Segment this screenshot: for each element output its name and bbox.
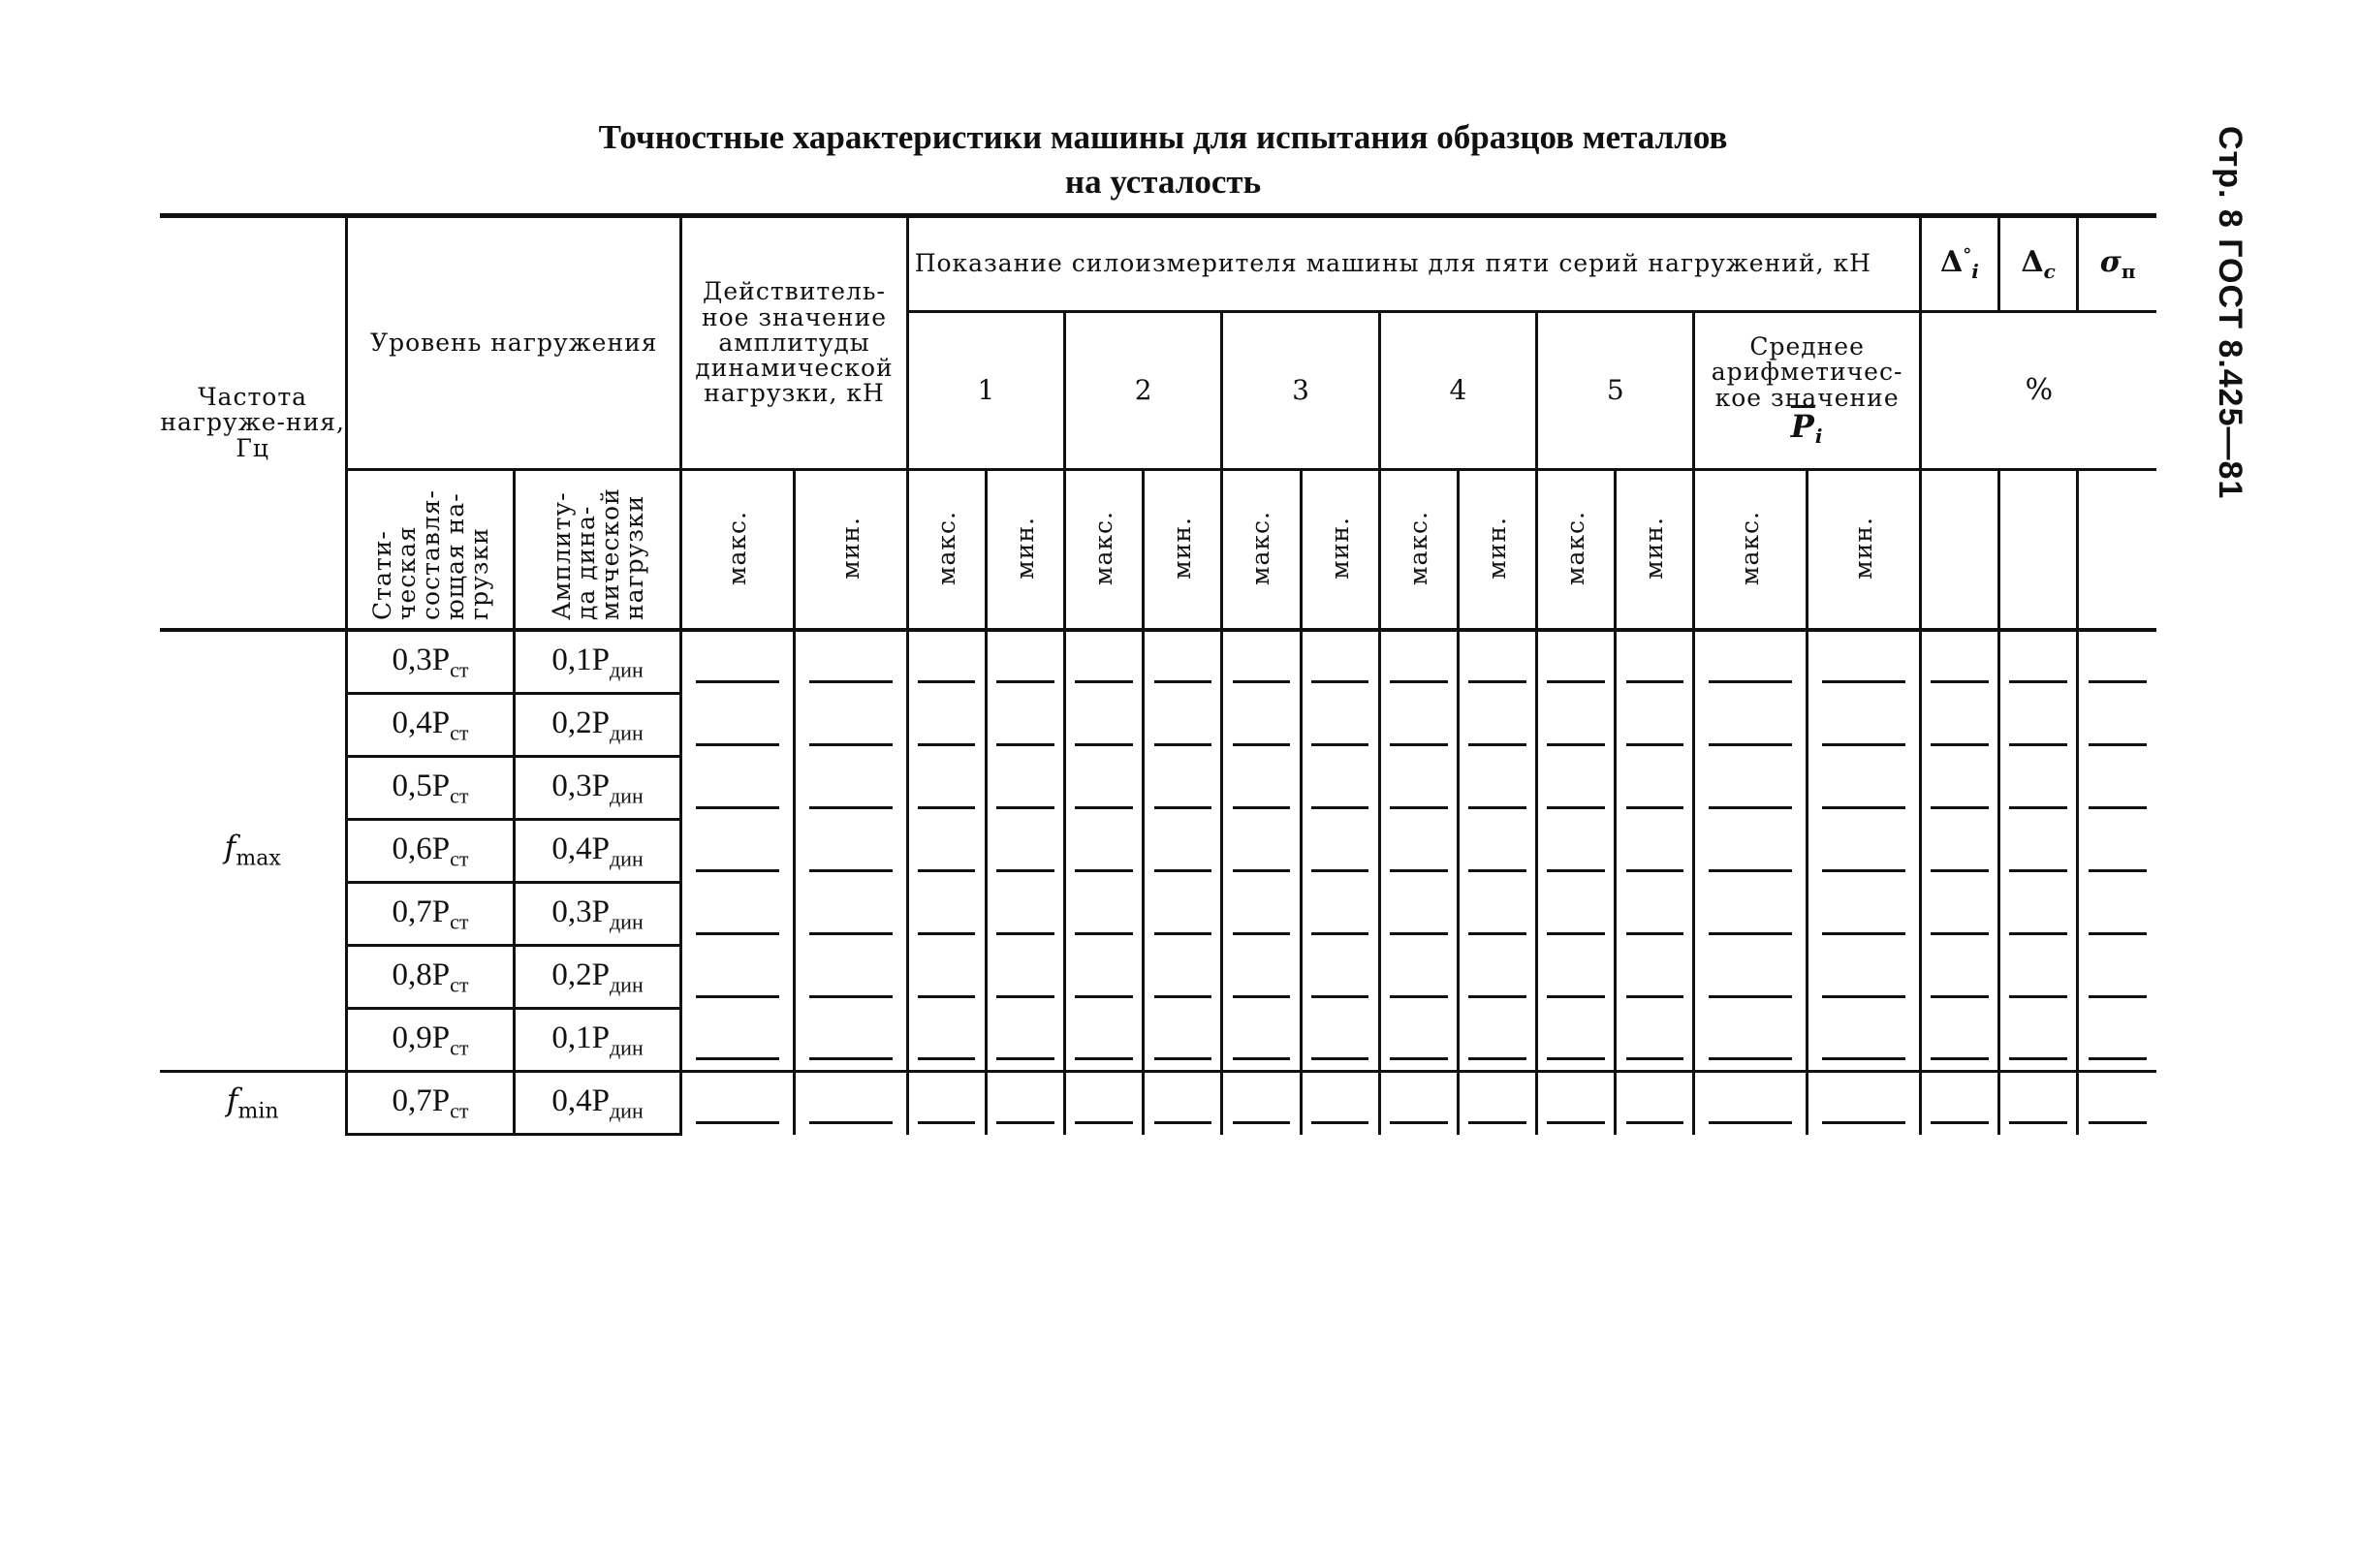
empty-cell [907, 757, 986, 820]
empty-cell [1222, 820, 1301, 883]
table-row [160, 946, 2156, 1009]
empty-cell [795, 1072, 908, 1135]
empty-cell [795, 883, 908, 946]
empty-cell [1458, 757, 1536, 820]
empty-cell [1694, 694, 1808, 757]
header-s2-max: макс. [1065, 470, 1144, 631]
header-s5-max: макс. [1537, 470, 1616, 631]
table-row [160, 630, 2156, 694]
header-readings: Показание силоизмерителя машины для пяти серий нагружений, кН [907, 216, 1920, 312]
empty-cell [1222, 883, 1301, 946]
empty-cell [1379, 946, 1458, 1009]
page-side-label [2202, 126, 2250, 552]
static-load-level: $0,7P_{ст}$ [347, 1072, 515, 1135]
empty-cell [1379, 883, 1458, 946]
empty-cell [2078, 630, 2156, 694]
empty-cell [1808, 1009, 1921, 1072]
empty-cell [1458, 1009, 1536, 1072]
empty-cell [1808, 694, 1921, 757]
empty-cell [681, 1009, 795, 1072]
empty-cell [795, 757, 908, 820]
empty-cell [907, 1009, 986, 1072]
empty-cell [1379, 820, 1458, 883]
header-delta-i-cell [1920, 470, 1998, 631]
empty-cell [1694, 883, 1808, 946]
table-body [160, 630, 2156, 1135]
static-load-level: $0,4P_{ст}$ [347, 694, 515, 757]
empty-cell [1998, 1072, 2077, 1135]
empty-cell [1694, 630, 1808, 694]
empty-cell [1808, 757, 1921, 820]
empty-cell [1144, 694, 1222, 757]
empty-cell [1808, 946, 1921, 1009]
header-s2-min: мин. [1144, 470, 1222, 631]
empty-cell [2078, 757, 2156, 820]
empty-cell [681, 1072, 795, 1135]
empty-cell [1694, 1009, 1808, 1072]
empty-cell [1458, 1072, 1536, 1135]
empty-cell [1694, 757, 1808, 820]
header-s4-max: макс. [1379, 470, 1458, 631]
static-load-level: $0,5P_{ст}$ [347, 757, 515, 820]
empty-cell [986, 946, 1064, 1009]
static-load-level: $0,6P_{ст}$ [347, 820, 515, 883]
empty-cell [2078, 694, 2156, 757]
empty-cell [2078, 883, 2156, 946]
dynamic-load-level: $0,3P_{дин}$ [514, 757, 681, 820]
empty-cell [907, 694, 986, 757]
empty-cell [1222, 1009, 1301, 1072]
header-mean: Среднее арифметичес-кое значение $\overline{P}_i$ [1694, 312, 1920, 470]
empty-cell [1808, 630, 1921, 694]
static-load-level: $0,8P_{ст}$ [347, 946, 515, 1009]
header-sigma: $\sigma_п$ [2078, 216, 2156, 312]
header-series-2: 2 [1065, 312, 1222, 470]
empty-cell [1616, 1009, 1694, 1072]
header-static-component: Стати-ческая составля-ющая на-грузки [347, 470, 515, 631]
page-side-label-text: Стр. 8 ГОСТ 8.425—81 [2212, 126, 2248, 500]
empty-cell [1616, 946, 1694, 1009]
empty-cell [1998, 1009, 2077, 1072]
empty-cell [795, 820, 908, 883]
empty-cell [1920, 946, 1998, 1009]
empty-cell [1458, 820, 1536, 883]
empty-cell [907, 630, 986, 694]
empty-cell [1065, 946, 1144, 1009]
empty-cell [907, 883, 986, 946]
empty-cell [1065, 1009, 1144, 1072]
empty-cell [681, 630, 795, 694]
header-s3-max: макс. [1222, 470, 1301, 631]
empty-cell [1998, 757, 2077, 820]
empty-cell [1144, 946, 1222, 1009]
table-row [160, 694, 2156, 757]
empty-cell [1537, 820, 1616, 883]
empty-cell [986, 883, 1064, 946]
empty-cell [1616, 757, 1694, 820]
empty-cell [1144, 1009, 1222, 1072]
header-delta-c-cell [1998, 470, 2077, 631]
empty-cell [1998, 694, 2077, 757]
empty-cell [1920, 630, 1998, 694]
empty-cell [1144, 1072, 1222, 1135]
empty-cell [1065, 630, 1144, 694]
empty-cell [1301, 757, 1379, 820]
empty-cell [1458, 946, 1536, 1009]
header-actual-value: Действитель-ное значение амплитуды динамической нагрузки, кН [681, 216, 907, 470]
empty-cell [1144, 883, 1222, 946]
empty-cell [1222, 630, 1301, 694]
empty-cell [1065, 883, 1144, 946]
frequency-cell: $f_{max}$ [224, 829, 281, 871]
empty-cell [1301, 630, 1379, 694]
empty-cell [907, 946, 986, 1009]
dynamic-load-level: $0,1P_{дин}$ [514, 630, 681, 694]
empty-cell [1379, 757, 1458, 820]
empty-cell [1694, 1072, 1808, 1135]
empty-cell [986, 1009, 1064, 1072]
empty-cell [795, 630, 908, 694]
dynamic-load-level: $0,1P_{дин}$ [514, 1009, 681, 1072]
empty-cell [1537, 757, 1616, 820]
dynamic-load-level: $0,3P_{дин}$ [514, 883, 681, 946]
empty-cell [1998, 630, 2077, 694]
empty-cell [1065, 757, 1144, 820]
empty-cell [795, 694, 908, 757]
empty-cell [681, 694, 795, 757]
header-dynamic-amplitude: Амплиту-да дина-мической нагрузки [514, 470, 681, 631]
empty-cell [2078, 820, 2156, 883]
header-s3-min: мин. [1301, 470, 1379, 631]
empty-cell [681, 883, 795, 946]
empty-cell [1537, 883, 1616, 946]
empty-cell [681, 946, 795, 1009]
page-title-line2: на усталость [1064, 163, 1262, 201]
page-title: Точностные характеристики машины для испытания образцов металлов [598, 118, 1728, 156]
empty-cell [1458, 630, 1536, 694]
empty-cell [1694, 946, 1808, 1009]
empty-cell [1065, 1072, 1144, 1135]
accuracy-table [160, 213, 2156, 1136]
empty-cell [1144, 630, 1222, 694]
empty-cell [1920, 1072, 1998, 1135]
header-load-level: Уровень нагружения [347, 216, 681, 470]
header-actual-max: макс. [681, 470, 795, 631]
header-series-3: 3 [1222, 312, 1379, 470]
empty-cell [681, 820, 795, 883]
empty-cell [986, 757, 1064, 820]
header-mean-max: макс. [1694, 470, 1808, 631]
empty-cell [907, 820, 986, 883]
empty-cell [1998, 820, 2077, 883]
empty-cell [1808, 1072, 1921, 1135]
empty-cell [1616, 820, 1694, 883]
header-delta-c: $\Delta_c$ [1998, 216, 2077, 312]
empty-cell [1920, 883, 1998, 946]
empty-cell [1301, 946, 1379, 1009]
frequency-cell: $f_{min}$ [226, 1082, 279, 1124]
empty-cell [1537, 1072, 1616, 1135]
empty-cell [1998, 946, 2077, 1009]
header-actual-min: мин. [795, 470, 908, 631]
empty-cell [1694, 820, 1808, 883]
empty-cell [1379, 694, 1458, 757]
empty-cell [795, 946, 908, 1009]
empty-cell [1616, 694, 1694, 757]
empty-cell [1301, 694, 1379, 757]
empty-cell [1301, 820, 1379, 883]
empty-cell [1537, 946, 1616, 1009]
empty-cell [1301, 1009, 1379, 1072]
dynamic-load-level: $0,2P_{дин}$ [514, 946, 681, 1009]
empty-cell [1998, 883, 2077, 946]
empty-cell [795, 1009, 908, 1072]
header-percent: % [1920, 312, 2156, 470]
table-row [160, 757, 2156, 820]
empty-cell [907, 1072, 986, 1135]
empty-cell [1222, 757, 1301, 820]
dynamic-load-level: $0,4P_{дин}$ [514, 1072, 681, 1135]
empty-cell [1616, 630, 1694, 694]
header-series-4: 4 [1379, 312, 1536, 470]
empty-cell [2078, 946, 2156, 1009]
table-row [160, 883, 2156, 946]
empty-cell [1222, 694, 1301, 757]
empty-cell [1458, 694, 1536, 757]
empty-cell [1222, 946, 1301, 1009]
empty-cell [986, 694, 1064, 757]
empty-cell [1537, 630, 1616, 694]
header-frequency: Частота нагруже-ния, Гц [160, 216, 347, 631]
header-series-5: 5 [1537, 312, 1694, 470]
empty-cell [2078, 1009, 2156, 1072]
empty-cell [986, 820, 1064, 883]
empty-cell [2078, 1072, 2156, 1135]
empty-cell [1379, 1072, 1458, 1135]
empty-cell [1222, 1072, 1301, 1135]
empty-cell [1808, 820, 1921, 883]
empty-cell [1920, 757, 1998, 820]
header-s1-max: макс. [907, 470, 986, 631]
static-load-level: $0,9P_{ст}$ [347, 1009, 515, 1072]
empty-cell [1920, 820, 1998, 883]
empty-cell [986, 1072, 1064, 1135]
empty-cell [1920, 1009, 1998, 1072]
empty-cell [1301, 1072, 1379, 1135]
table-row [160, 1009, 2156, 1072]
empty-cell [1065, 820, 1144, 883]
table-row [160, 1072, 2156, 1135]
empty-cell [1537, 1009, 1616, 1072]
header-s5-min: мин. [1616, 470, 1694, 631]
table-row [160, 820, 2156, 883]
empty-cell [1379, 1009, 1458, 1072]
empty-cell [1537, 694, 1616, 757]
header-mean-min: мин. [1808, 470, 1921, 631]
dynamic-load-level: $0,2P_{дин}$ [514, 694, 681, 757]
header-s4-min: мин. [1458, 470, 1536, 631]
static-load-level: $0,3P_{ст}$ [347, 630, 515, 694]
empty-cell [1065, 694, 1144, 757]
header-sigma-cell [2078, 470, 2156, 631]
header-s1-min: мин. [986, 470, 1064, 631]
header-series-1: 1 [907, 312, 1064, 470]
empty-cell [1616, 883, 1694, 946]
empty-cell [1144, 757, 1222, 820]
empty-cell [681, 757, 795, 820]
dynamic-load-level: $0,4P_{дин}$ [514, 820, 681, 883]
empty-cell [1458, 883, 1536, 946]
static-load-level: $0,7P_{ст}$ [347, 883, 515, 946]
empty-cell [1616, 1072, 1694, 1135]
empty-cell [1144, 820, 1222, 883]
empty-cell [1301, 883, 1379, 946]
empty-cell [1920, 694, 1998, 757]
empty-cell [1379, 630, 1458, 694]
empty-cell [1808, 883, 1921, 946]
empty-cell [986, 630, 1064, 694]
header-delta-i: $\Delta^\circ_i$ [1920, 216, 1998, 312]
